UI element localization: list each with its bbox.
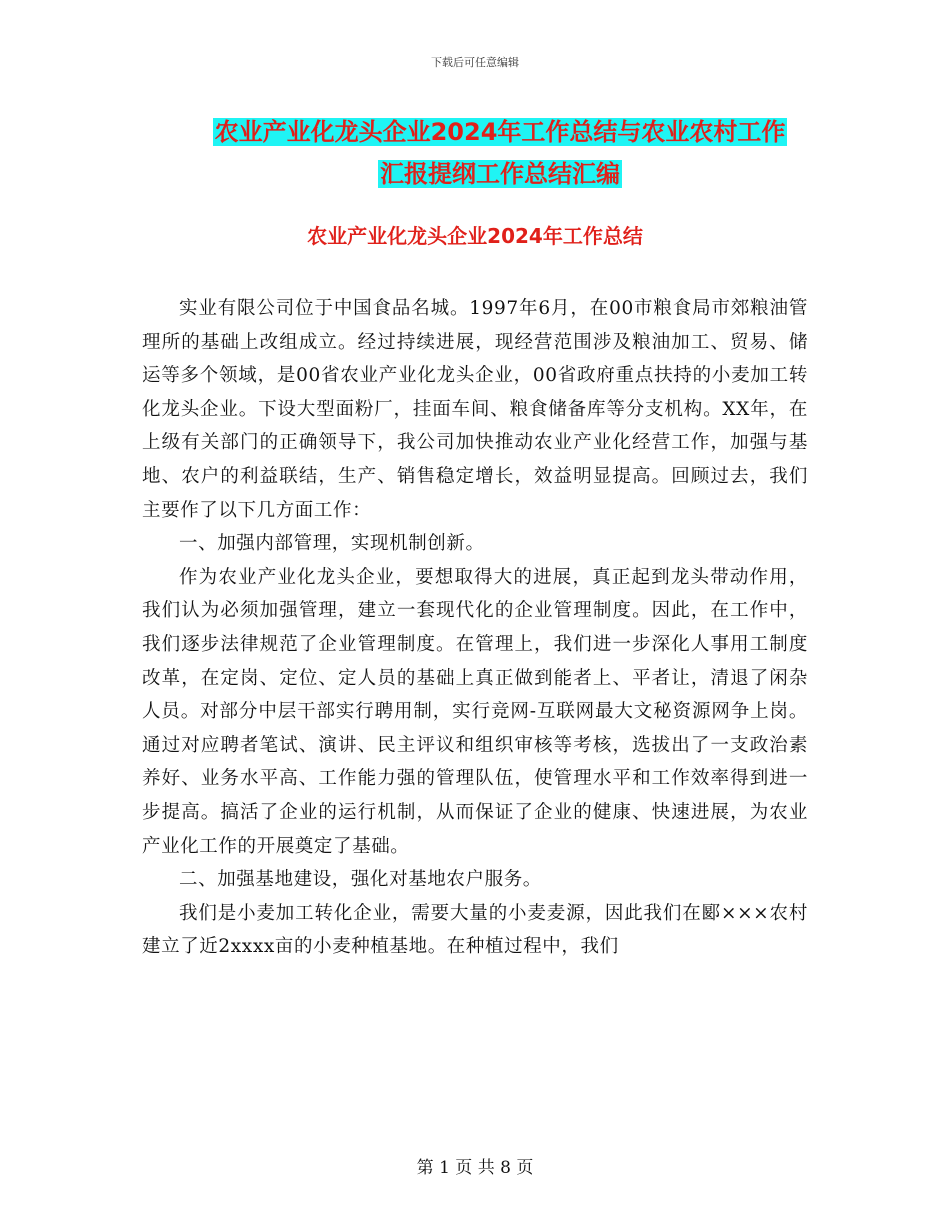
title-line-2: 汇报提纲工作总结汇编 [380,160,620,188]
paragraph: 作为农业产业化龙头企业，要想取得大的进展，真正起到龙头带动作用，我们认为必须加强管理，建立一套现代化的企业管理制度。因此，在工作中，我们逐步法律规范了企业管理制度。在管理上，我们进一步深化人事用工制度改革，在定岗、定位、定人员的基础上真正做到能者上、平者让，清退了闲杂人员。对部分中层干部实行聘用制，实行竞网-互联网最大文秘资源网争上岗。通过对应聘者笔试、演讲、民主评议和组织审核等考核，选拔出了一支政治素养好、业务水平高、工作能力强的管理队伍，使管理水平和工作效率得到进一步提高。搞活了企业的运行机制，从而保证了企业的健康、快速进展，为农业产业化工作的开展奠定了基础。 [142,566,808,857]
section-heading: 二、加强基地建设，强化对基地农户服务。 [179,869,542,891]
section-heading: 一、加强内部管理，实现机制创新。 [179,533,485,555]
section-title: 农业产业化龙头企业2024年工作总结 [307,224,643,248]
body-text [142,292,808,964]
page-header-note: 下载后可任意编辑 [431,56,519,69]
document-title [140,111,860,195]
paragraph: 我们是小麦加工转化企业，需要大量的小麦麦源，因此我们在郾×××农村建立了近2xxxx亩的小麦种植基地。在种植过程中，我们 [142,902,808,958]
page-number-footer: 第 1 页 共 8 页 [416,1158,534,1178]
title-line-1: 农业产业化龙头企业2024年工作总结与农业农村工作 [214,118,786,146]
paragraph: 实业有限公司位于中国食品名城。1997年6月，在00市粮食局市郊粮油管理所的基础上改组成立。经过持续进展，现经营范围涉及粮油加工、贸易、储运等多个领域，是00省农业产业化龙头企业，00省政府重点扶持的小麦加工转化龙头企业。下设大型面粉厂，挂面车间、粮食储备库等分支机构。XX年，在上级有关部门的正确领导下，我公司加快推动农业产业化经营工作，加强与基地、农户的利益联结，生产、销售稳定增长，效益明显提高。回顾过去，我们主要作了以下几方面工作： [142,298,808,521]
